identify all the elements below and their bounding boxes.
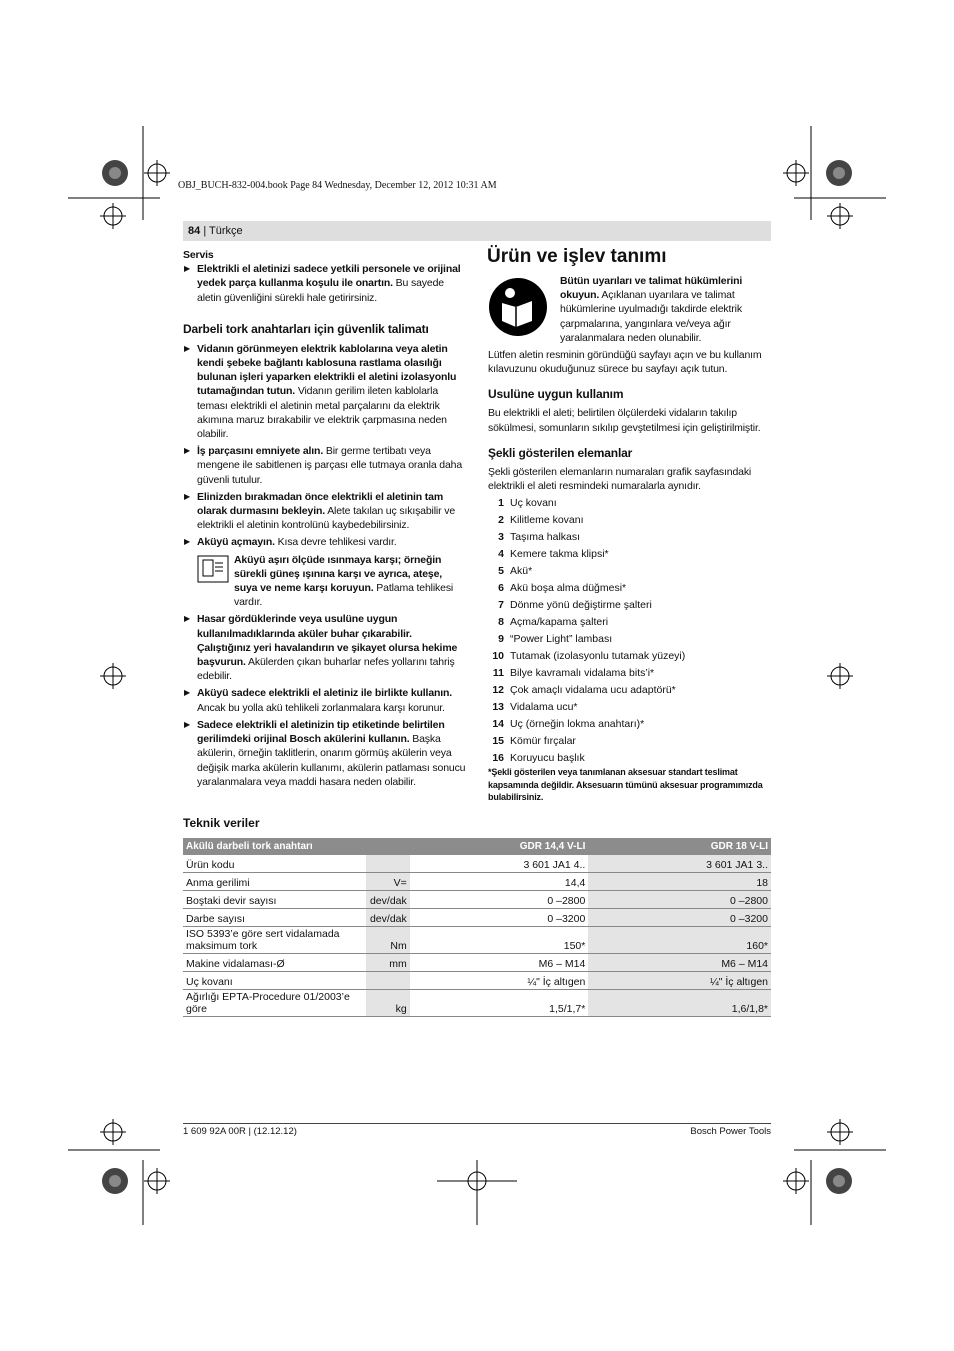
servis-title: Servis (183, 249, 214, 261)
table-cell: Boştaki devir sayısı (183, 891, 366, 909)
table-cell: 1,6/1,8* (588, 990, 771, 1017)
table-row (183, 972, 771, 990)
table-cell: dev/dak (366, 909, 410, 927)
table-cell: 14,4 (410, 873, 589, 891)
table-cell: 0 –3200 (588, 909, 771, 927)
footnote: *Şekli gösterilen veya tanımlanan aksesuar standart teslimat kapsamında değildir. Aksesuarın tümünü aksesuar programımızda bulabilirsiniz. (488, 767, 763, 802)
elements-list (488, 497, 685, 769)
table-cell: ¼" İç altıgen (588, 972, 771, 990)
list-item (488, 514, 685, 531)
item-label: Dönme yönü değiştirme şalteri (510, 599, 652, 611)
servis-item: ▶ Elektrikli el aletinizi sadece yetkili personele ve orijinal yedek parça kullanma koşulu ile onartın. Bu sayede aletin güvenliğini sürekli hale getirirsiniz. (183, 262, 466, 305)
list-item (488, 548, 685, 565)
table-cell: Darbe sayısı (183, 909, 366, 927)
table-cell: V= (366, 873, 410, 891)
item-number: 15 (492, 735, 504, 747)
table-cell: 3 601 JA1 4.. (410, 855, 589, 873)
table-row (183, 891, 771, 909)
item-label: Taşıma halkası (510, 531, 581, 543)
item-label: Uç kovanı (510, 497, 557, 509)
item-number: 3 (498, 531, 504, 543)
table-cell: M6 – M14 (410, 954, 589, 972)
left-column (183, 248, 466, 789)
item-number: 5 (498, 565, 504, 577)
tech-head: Akülü darbeli tork anahtarı (183, 838, 366, 855)
table-row (183, 927, 771, 954)
use-text: Bu elektrikli el aleti; belirtilen ölçülerdeki vidaların takılıp sökülmesi, somunların sıkılıp gevştetilmesi için geliştirilmiştir. (488, 407, 761, 434)
item-label: Açma/kapama şalteri (510, 616, 609, 628)
heat-warning: Aküyü aşırı ölçüde ısınmaya karşı; örneğin sürekli güneş ışınına karşı ve ayrıca, ateşe, suya ve neme karşı koruyun. Patlama tehlikesi vardır. (183, 553, 466, 610)
read-manual-icon (488, 277, 548, 337)
safety-item: ▶ Elinizden bırakmadan önce elektrikli el aletinin tam olarak durmasını bekleyin. Alete takılan uç sıkışabilir ve elektrikli el aletinin kontrolünü kaybedebilirsiniz. (183, 490, 466, 533)
safety-item: ▶ İş parçasını emniyete alın. Bir germe tertibatı veya mengene ile sabitlenen iş parçası elle tutmaya oranla daha güvenli tutulur. (183, 444, 466, 487)
table-row (183, 873, 771, 891)
table-cell: Nm (366, 927, 410, 954)
table-row (183, 954, 771, 972)
item-number: 13 (492, 701, 504, 713)
footer-right: Bosch Power Tools (690, 1126, 771, 1137)
table-cell: kg (366, 990, 410, 1017)
table-cell: 1,5/1,7* (410, 990, 589, 1017)
fold-note: Lütfen aletin resminin göründüğü sayfayı açın ve bu kullanım kılavuzunu okuduğunuz sürece bu sayfayı açık tutun. (488, 349, 762, 376)
footer-left: 1 609 92A 00R | (12.12.12) (183, 1126, 297, 1137)
table-cell: Ürün kodu (183, 855, 366, 873)
tech-head: GDR 14,4 V-LI (410, 838, 589, 855)
item-label: Kömür fırçalar (510, 735, 576, 747)
tech-head: GDR 18 V-LI (588, 838, 771, 855)
item-label: Akü boşa alma düğmesi* (510, 582, 627, 594)
list-item (488, 565, 685, 582)
safety-item: ▶ Aküyü sadece elektrikli el aletiniz ile birlikte kullanın. Ancak bu yolla akü tehlikeli zorlanmalara karşı korunur. (183, 686, 466, 714)
safety-title: Darbeli tork anahtarları için güvenlik talimatı (183, 321, 429, 336)
list-item (488, 684, 685, 701)
read-warning: Bütün uyarıları ve talimat hükümlerini okuyun. Açıklanan uyarılara ve talimat hükümlerine uyulmadığı takdirde elektrik çarpmalarına, yangınlara ve/veya ağır yaralanmalara neden olunabilir. (560, 275, 743, 344)
file-header: OBJ_BUCH-832-004.book Page 84 Wednesday, December 12, 2012 10:31 AM (178, 180, 497, 191)
item-number: 8 (498, 616, 504, 628)
list-item (488, 616, 685, 633)
item-label: Koruyucu başlık (510, 752, 585, 764)
item-number: 12 (492, 684, 504, 696)
item-number: 9 (498, 633, 504, 645)
tech-title: Teknik veriler (183, 816, 260, 830)
table-cell: M6 – M14 (588, 954, 771, 972)
safety-item: ▶ Sadece elektrikli el aletinizin tip etiketinde belirtilen gerilimdeki orijinal Bosch akülerini kullanın. Başka akülerin, örneğin taklitlerin, onarım görmüş akülerin veya değişik marka akülerin kullanımı, akülerin patlaması sonucu yaralanmalara veya maddi hasara neden olabilir. (183, 718, 466, 789)
safety-item: ▶ Vidanın görünmeyen elektrik kablolarına veya aletin kendi şebeke bağlantı kablosuna rastlama olasılığı bulunan işleri yaparken elektrikli el aletini izolasyonlu tutamağından tutun. Vidanın gerilim ileten kablolarla teması elektrikli el aletinin metal parçalarını da elektrik akımına maruz bırakabilir ve elektrik çarpmasına neden olabilir. (183, 342, 466, 441)
table-row (183, 909, 771, 927)
item-number: 7 (498, 599, 504, 611)
item-number: 10 (492, 650, 504, 662)
item-number: 2 (498, 514, 504, 526)
table-cell: ISO 5393’e göre sert vidalamada maksimum tork (183, 927, 366, 954)
page-number: 84 | Türkçe (188, 225, 243, 237)
list-item (488, 599, 685, 616)
battery-heat-icon (197, 555, 229, 583)
item-label: “Power Light” lambası (510, 633, 613, 645)
table-cell (366, 972, 410, 990)
list-item (488, 531, 685, 548)
table-row (183, 990, 771, 1017)
elements-title: Şekli gösterilen elemanlar (488, 445, 633, 460)
elements-text: Şekli gösterilen elemanların numaraları grafik sayfasındaki elektrikli el aleti resmindeki numaralarla aynıdır. (488, 465, 752, 493)
right-column (488, 348, 771, 493)
list-item (488, 701, 685, 718)
list-item (488, 633, 685, 650)
item-label: Çok amaçlı vidalama ucu adaptörü* (510, 684, 676, 696)
footer-rule (183, 1123, 771, 1124)
table-cell: 0 –2800 (588, 891, 771, 909)
list-item (488, 497, 685, 514)
table-cell: Makine vidalaması-Ø (183, 954, 366, 972)
item-label: Vidalama ucu* (510, 701, 578, 713)
item-number: 4 (498, 548, 504, 560)
table-cell: 0 –3200 (410, 909, 589, 927)
item-label: Uç (örneğin lokma anahtarı)* (510, 718, 645, 730)
safety-item: ▶ Hasar gördüklerinde veya usulüne uygun kullanılmadıklarında aküler buhar çıkarabilir. Çalıştığınız yeri havalandırın ve şikayet olursa hekime başvurun. Akülerden çıkan buharlar nefes yollarını tahriş edebilir. (183, 612, 466, 683)
list-item (488, 718, 685, 735)
safety-item: ▶ Aküyü açmayın. Kısa devre tehlikesi vardır. (183, 535, 466, 549)
table-row (183, 855, 771, 873)
table-cell (366, 855, 410, 873)
item-label: Bilye kavramalı vidalama bits’i* (510, 667, 655, 679)
tech-table (183, 838, 771, 1017)
item-number: 6 (498, 582, 504, 594)
list-item (488, 735, 685, 752)
table-cell: Ağırlığı EPTA-Procedure 01/2003’e göre (183, 990, 366, 1017)
table-cell: 0 –2800 (410, 891, 589, 909)
use-title: Usulüne uygun kullanım (488, 387, 624, 402)
page-header-bar (183, 221, 771, 241)
tech-head (366, 838, 410, 855)
table-cell: 150* (410, 927, 589, 954)
list-item (488, 667, 685, 684)
table-cell: 3 601 JA1 3.. (588, 855, 771, 873)
item-number: 16 (492, 752, 504, 764)
section-title: Ürün ve işlev tanımı (487, 246, 667, 267)
item-number: 11 (492, 667, 504, 679)
list-item (488, 582, 685, 599)
table-cell: dev/dak (366, 891, 410, 909)
table-cell: ¼" İç altıgen (410, 972, 589, 990)
table-cell: Anma gerilimi (183, 873, 366, 891)
item-label: Kemere takma klipsi* (510, 548, 609, 560)
item-label: Kilitleme kovanı (510, 514, 584, 526)
table-cell: 18 (588, 873, 771, 891)
table-cell: Uç kovanı (183, 972, 366, 990)
table-cell: mm (366, 954, 410, 972)
item-number: 1 (498, 497, 504, 509)
table-cell: 160* (588, 927, 771, 954)
item-number: 14 (492, 718, 504, 730)
list-item (488, 650, 685, 667)
item-label: Tutamak (izolasyonlu tutamak yüzeyi) (510, 650, 686, 662)
item-label: Akü* (510, 565, 533, 577)
